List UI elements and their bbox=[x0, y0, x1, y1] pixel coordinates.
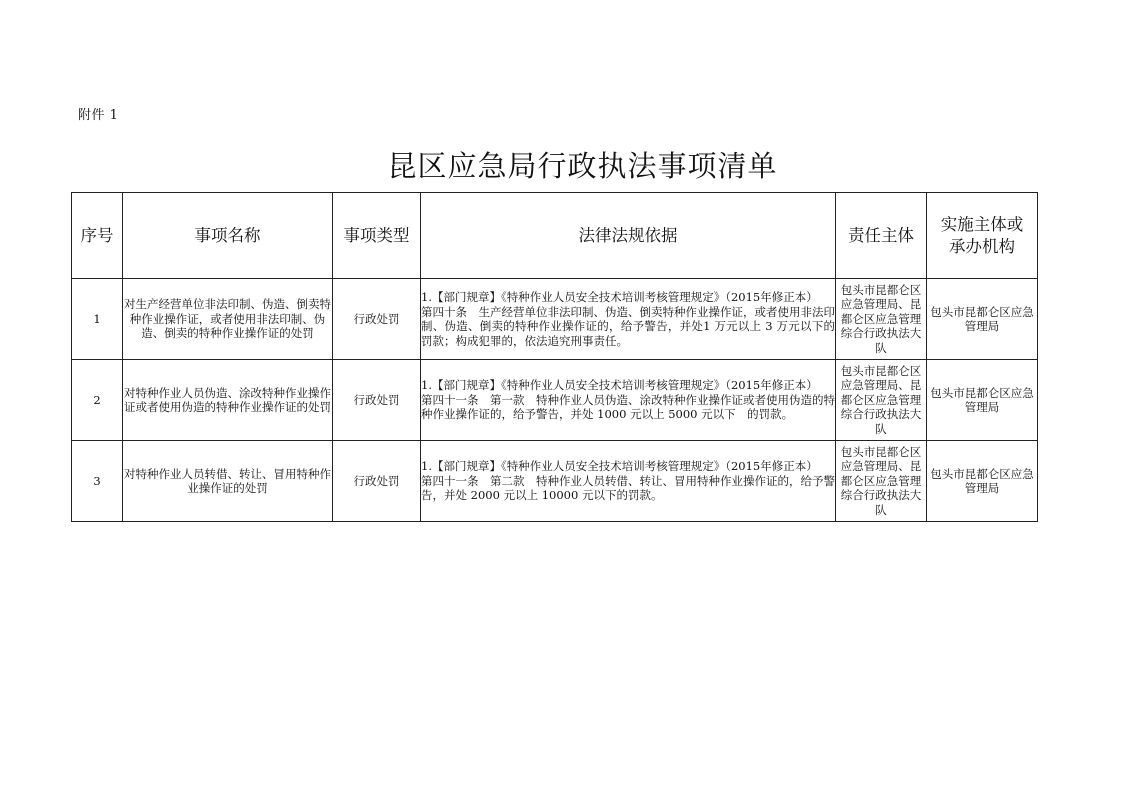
row-basis bbox=[421, 279, 836, 360]
basis-source: 1.【部门规章】《特种作业人员安全技术培训考核管理规定》（2015年修正本） bbox=[421, 290, 818, 304]
table-header-row bbox=[72, 193, 1038, 279]
header-seq: 序号 bbox=[72, 193, 123, 279]
row-type: 行政处罚 bbox=[333, 279, 421, 360]
row-seq: 3 bbox=[72, 441, 123, 522]
row-name: 对特种作业人员转借、转让、冒用特种作业操作证的处罚 bbox=[123, 441, 333, 522]
header-responsible: 责任主体 bbox=[836, 193, 927, 279]
row-responsible: 包头市昆都仑区应急管理局、昆都仑区应急管理综合行政执法大队 bbox=[836, 441, 927, 522]
header-implementer: 实施主体或承办机构 bbox=[927, 193, 1038, 279]
basis-article: 第四十一条 第二款 特种作业人员转借、转让、冒用特种作业操作证的，给予警告，并处 2000 元以上 10000 元以下的罚款。 bbox=[421, 473, 835, 503]
row-type: 行政处罚 bbox=[333, 360, 421, 441]
basis-article: 第四十条 生产经营单位非法印制、伪造、倒卖特种作业操作证，或者使用非法印制、伪造、倒卖的特种作业操作证的，给予警告，并处1 万元以上 3 万元以下的罚款；构成犯罪的，依法追究刑事责任。 bbox=[421, 304, 835, 348]
header-type: 事项类型 bbox=[333, 193, 421, 279]
row-seq: 1 bbox=[72, 279, 123, 360]
row-responsible: 包头市昆都仑区应急管理局、昆都仑区应急管理综合行政执法大队 bbox=[836, 279, 927, 360]
header-basis: 法律法规依据 bbox=[421, 193, 836, 279]
basis-source: 1.【部门规章】《特种作业人员安全技术培训考核管理规定》（2015年修正本） bbox=[421, 378, 818, 393]
row-seq: 2 bbox=[72, 360, 123, 441]
row-type: 行政处罚 bbox=[333, 441, 421, 522]
basis-source: 1.【部门规章】《特种作业人员安全技术培训考核管理规定》（2015年修正本） bbox=[421, 459, 818, 474]
row-name: 对特种作业人员伪造、涂改特种作业操作证或者使用伪造的特种作业操作证的处罚 bbox=[123, 360, 333, 441]
basis-article: 第四十一条 第一款 特种作业人员伪造、涂改特种作业操作证或者使用伪造的特种作业操作证的，给予警告，并处 1000 元以上 5000 元以下 的罚款。 bbox=[421, 392, 835, 422]
table-row bbox=[72, 360, 1038, 441]
row-basis bbox=[421, 360, 836, 441]
table-row bbox=[72, 441, 1038, 522]
row-basis bbox=[421, 441, 836, 522]
table-row bbox=[72, 279, 1038, 360]
enforcement-matters-table bbox=[71, 192, 1038, 522]
row-name: 对生产经营单位非法印制、伪造、倒卖特种作业操作证，或者使用非法印制、伪造、倒卖的特种作业操作证的处罚 bbox=[123, 279, 333, 360]
row-implementer: 包头市昆都仑区应急管理局 bbox=[927, 279, 1038, 360]
attachment-label: 附件 1 bbox=[78, 108, 119, 123]
row-responsible: 包头市昆都仑区应急管理局、昆都仑区应急管理综合行政执法大队 bbox=[836, 360, 927, 441]
row-implementer: 包头市昆都仑区应急管理局 bbox=[927, 360, 1038, 441]
row-implementer: 包头市昆都仑区应急管理局 bbox=[927, 441, 1038, 522]
document-title: 昆区应急局行政执法事项清单 bbox=[387, 149, 778, 183]
header-name: 事项名称 bbox=[123, 193, 333, 279]
